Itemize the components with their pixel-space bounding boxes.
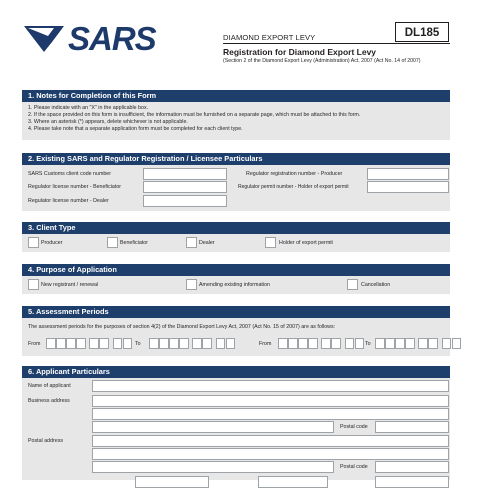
form-title: Registration for Diamond Export Levy bbox=[223, 47, 377, 57]
period-2-to-label: To bbox=[365, 341, 371, 347]
business-postal-code-field[interactable] bbox=[375, 421, 449, 433]
license-dealer-label: Regulator license number - Dealer bbox=[28, 198, 109, 204]
assessment-intro: The assessment periods for the purposes of section 4(2) of the Diamond Export Levy Act, 2007 (Act No. 15 of 2007) are as follows: bbox=[28, 324, 336, 330]
business-postal-code-label: Postal code bbox=[340, 424, 368, 430]
note-3: 3. Where an asterisk (*) appears, delete whichever is not applicable. bbox=[28, 119, 188, 125]
client-type-beneficiator-label: Beneficiator bbox=[120, 240, 148, 246]
form-subtitle: (Section 2 of the Diamond Export Levy (Administration) Act, 2007 (Act No. 14 of 2007) bbox=[223, 58, 421, 64]
postal-address-line-3[interactable] bbox=[92, 461, 334, 473]
note-1: 1. Please indicate with an "X" in the applicable box. bbox=[28, 105, 149, 111]
period-1-to-label: To bbox=[135, 341, 141, 347]
postal-address-label: Postal address bbox=[28, 438, 64, 444]
purpose-amend-checkbox[interactable] bbox=[186, 279, 197, 290]
client-type-beneficiator-checkbox[interactable] bbox=[107, 237, 118, 248]
customs-code-field[interactable] bbox=[143, 168, 227, 180]
business-address-line-1[interactable] bbox=[92, 395, 449, 407]
period-1-from-label: From bbox=[28, 341, 41, 347]
license-dealer-field[interactable] bbox=[143, 195, 227, 207]
sars-logo-text: SARS bbox=[68, 20, 156, 56]
purpose-cancel-label: Cancellation bbox=[361, 282, 391, 288]
business-address-line-2[interactable] bbox=[92, 408, 449, 420]
license-beneficiator-field[interactable] bbox=[143, 181, 227, 193]
license-beneficiator-label: Regulator license number - Beneficiator bbox=[28, 184, 122, 190]
section-2-header: 2. Existing SARS and Regulator Registration / Licensee Particulars bbox=[22, 153, 450, 165]
client-type-producer-label: Producer bbox=[41, 240, 63, 246]
period-2-from-date[interactable] bbox=[278, 338, 365, 349]
section-3-panel bbox=[22, 234, 450, 252]
applicant-name-label: Name of applicant bbox=[28, 383, 71, 389]
section-3-header: 3. Client Type bbox=[22, 222, 450, 234]
regulator-producer-field[interactable] bbox=[367, 168, 449, 180]
client-type-dealer-checkbox[interactable] bbox=[186, 237, 197, 248]
header-divider bbox=[223, 43, 450, 44]
section-4-header: 4. Purpose of Application bbox=[22, 264, 450, 276]
purpose-amend-label: Amending existing information bbox=[199, 282, 270, 288]
permit-holder-label: Regulator permit number - Holder of export permit bbox=[238, 184, 349, 190]
next-row-field-2[interactable] bbox=[258, 476, 328, 488]
sars-logo bbox=[24, 20, 166, 56]
period-1-from-date[interactable] bbox=[46, 338, 133, 349]
next-row-field-3[interactable] bbox=[375, 476, 449, 488]
purpose-cancel-checkbox[interactable] bbox=[347, 279, 358, 290]
postal-postal-code-label: Postal code bbox=[340, 464, 368, 470]
period-1-to-date[interactable] bbox=[149, 338, 236, 349]
note-2: 2. If the space provided on this form is insufficient, the information must be furnished on a separate page, which must be attached to this form. bbox=[28, 112, 361, 118]
postal-postal-code-field[interactable] bbox=[375, 461, 449, 473]
next-row-field-1[interactable] bbox=[135, 476, 209, 488]
regulator-producer-label: Regulator registration number - Producer bbox=[246, 171, 343, 177]
permit-holder-field[interactable] bbox=[367, 181, 449, 193]
client-type-permit-holder-label: Holder of export permit bbox=[279, 240, 333, 246]
business-address-line-3[interactable] bbox=[92, 421, 334, 433]
section-6-header: 6. Applicant Particulars bbox=[22, 366, 450, 378]
applicant-name-field[interactable] bbox=[92, 380, 449, 392]
form-code-badge: DL185 bbox=[395, 22, 449, 42]
section-1-header: 1. Notes for Completion of this Form bbox=[22, 90, 450, 102]
client-type-dealer-label: Dealer bbox=[199, 240, 215, 246]
client-type-permit-holder-checkbox[interactable] bbox=[265, 237, 276, 248]
client-type-producer-checkbox[interactable] bbox=[28, 237, 39, 248]
customs-code-label: SARS Customs client code number bbox=[28, 171, 112, 177]
section-5-header: 5. Assessment Periods bbox=[22, 306, 450, 318]
period-2-from-label: From bbox=[259, 341, 272, 347]
purpose-new-checkbox[interactable] bbox=[28, 279, 39, 290]
purpose-new-label: New registrant / renewal bbox=[41, 282, 99, 288]
postal-address-line-2[interactable] bbox=[92, 448, 449, 460]
form-name: DIAMOND EXPORT LEVY bbox=[223, 33, 316, 42]
business-address-label: Business address bbox=[28, 398, 70, 404]
postal-address-line-1[interactable] bbox=[92, 435, 449, 447]
note-4: 4. Please take note that a separate application form must be completed for each client type. bbox=[28, 126, 243, 132]
period-2-to-date[interactable] bbox=[375, 338, 462, 349]
